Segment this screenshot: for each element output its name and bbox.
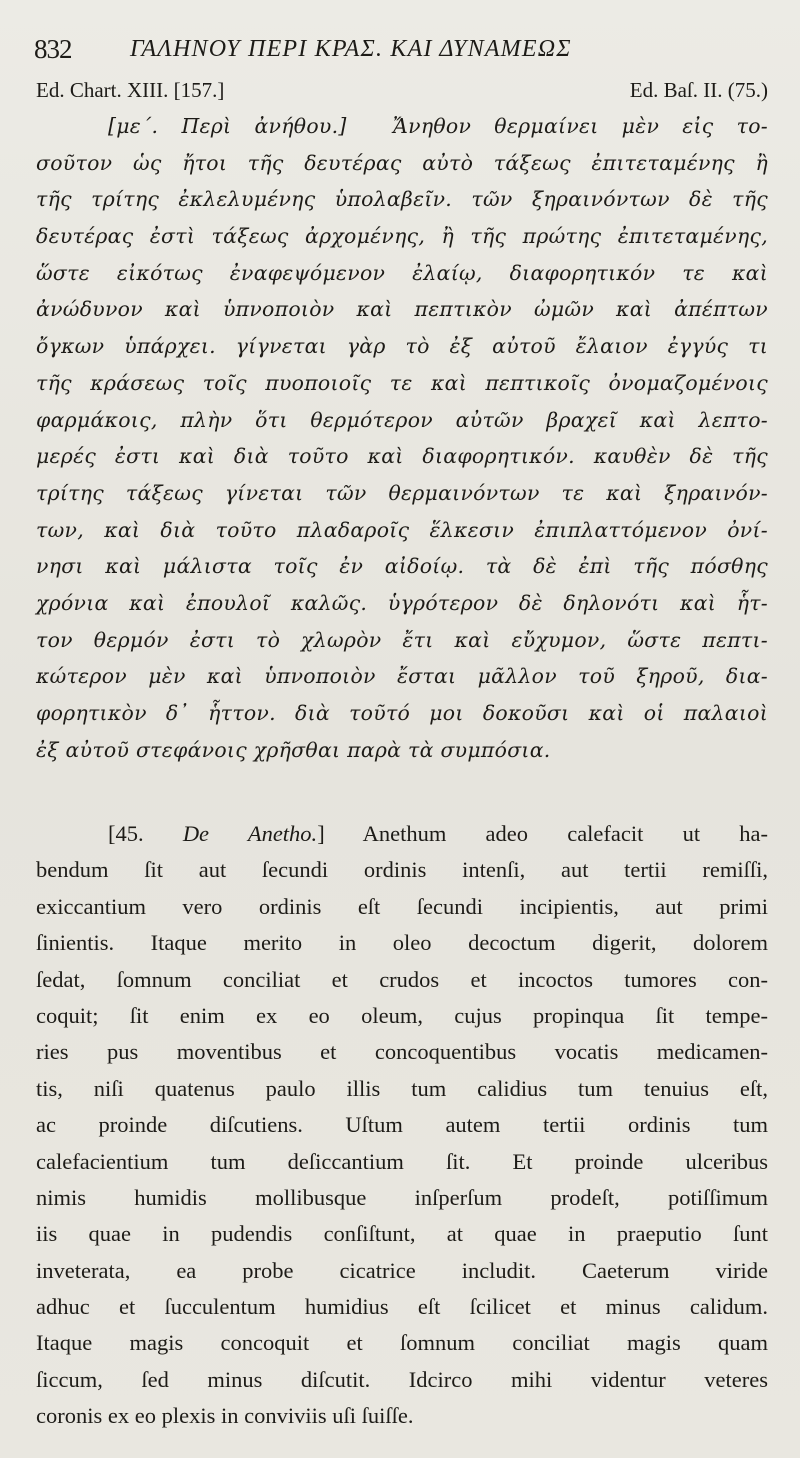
greek-line: νησι καὶ μάλιστα τοῖς ἐν αἰδοίῳ. τὰ δὲ ἐπὶ τῆς πόσθης: [36, 554, 768, 579]
greek-line: τῆς τρίτης ἐκλελυμένης ὑπολαβεῖν. τῶν ξηραινόντων δὲ τῆς: [36, 187, 768, 212]
greek-line: τρίτης τάξεως γίνεται τῶν θερμαινόντων τε καὶ ξηραινόν-: [36, 480, 768, 505]
greek-line: δευτέρας ἐστὶ τάξεως ἀρχομένης, ἢ τῆς πρώτης ἐπιτεταμένης,: [36, 224, 768, 249]
latin-heading-close: ]: [317, 821, 325, 846]
latin-line: ſinientis. Itaque merito in oleo decoctum digerit, dolorem: [36, 930, 768, 956]
latin-line: tis, niſi quatenus paulo illis tum calidius tum tenuius eſt,: [36, 1075, 768, 1101]
greek-line: τον θερμόν ἐστι τὸ χλωρὸν ἔτι καὶ εὔχυμον, ὥστε πεπτι-: [36, 627, 768, 652]
greek-line: φαρμάκοις, πλὴν ὅτι θερμότερον αὐτῶν βραχεῖ καὶ λεπτο-: [36, 407, 768, 432]
latin-line: bendum ſit aut ſecundi ordinis intenſi, aut tertii remiſſi,: [36, 857, 768, 883]
greek-line: [36, 108, 768, 145]
greek-line: μερές ἐστι καὶ διὰ τοῦτο καὶ διαφορητικόν. καυθὲν δὲ τῆς: [36, 444, 768, 469]
latin-line: Itaque magis concoquit et ſomnum conciliat magis quam: [36, 1330, 768, 1356]
greek-line: ἀνώδυνον καὶ ὑπνοποιὸν καὶ πεπτικὸν ὠμῶν καὶ ἀπέπτων: [36, 297, 768, 322]
latin-section-heading: De Anetho.: [182, 821, 318, 846]
greek-line: κώτερον μὲν καὶ ὑπνοποιὸν ἔσται μᾶλλον τοῦ ξηροῦ, δια-: [36, 664, 768, 689]
latin-text: [36, 816, 768, 1435]
latin-line: calefacientium tum deſiccantium ſit. Et proinde ulceribus: [36, 1148, 768, 1174]
latin-line: ries pus moventibus et concoquentibus vocatis medicamen-: [36, 1039, 768, 1065]
latin-line: nimis humidis mollibusque inſperſum prodeſt, potiſſimum: [36, 1184, 768, 1210]
greek-line: χρόνια καὶ ἐπουλοῖ καλῶς. ὑγρότερον δὲ δηλονότι καὶ ἧτ-: [36, 590, 768, 615]
page-number: 832: [34, 34, 72, 64]
latin-line: [36, 816, 768, 852]
running-title: ΓΑΛΗΝΟΥ ΠΕΡΙ ΚΡΑΣ. ΚΑΙ ΔΥΝΑΜΕΩΣ: [130, 36, 572, 62]
greek-line: τῆς κράσεως τοῖς πυοποιοῖς τε καὶ πεπτικοῖς ὀνομαζομένοις: [36, 370, 768, 395]
latin-line: exiccantium vero ordinis eſt ſecundi incipientis, aut primi: [36, 893, 768, 919]
latin-line: ac proinde diſcutiens. Uſtum autem tertii ordinis tum: [36, 1112, 768, 1138]
latin-line: iis quae in pudendis conſiſtunt, at quae in praeputio ſunt: [36, 1221, 768, 1247]
greek-line: ὥστε εἰκότως ἐναφεψόμενον ἐλαίῳ, διαφορητικόν τε καὶ: [36, 260, 768, 285]
edition-basel: Ed. Baſ. II. (75.): [629, 78, 768, 102]
greek-line: ὄγκων ὑπάρχει. γίγνεται γὰρ τὸ ἐξ αὐτοῦ ἔλαιον ἐγγύς τι: [36, 334, 768, 359]
greek-line: των, καὶ διὰ τοῦτο πλαδαροῖς ἕλκεσιν ἐπιπλαττόμενον ὀνί-: [36, 517, 768, 542]
greek-line: φορητικὸν δ᾽ ἧττον. διὰ τοῦτό μοι δοκοῦσι καὶ οἱ παλαιοὶ: [36, 701, 768, 725]
latin-line: inveterata, ea probe cicatrice includit. Caeterum viride: [36, 1257, 768, 1283]
latin-line: ſedat, ſomnum conciliat et crudos et incoctos tumores con-: [36, 966, 768, 992]
running-head: [34, 34, 774, 64]
edition-chartier: Ed. Chart. XIII. [157.]: [36, 78, 225, 102]
greek-section-heading: [με΄. Περὶ ἀνήθου.]: [108, 114, 347, 138]
greek-line-text: Ἄνηθον θερμαίνει μὲν εἰς το-: [392, 114, 768, 138]
latin-line: coronis ex eo plexis in conviviis uſi ſuiſſe.: [36, 1403, 414, 1429]
latin-line: adhuc et ſucculentum humidius eſt ſcilicet et minus calidum.: [36, 1294, 768, 1320]
greek-line: ἐξ αὐτοῦ στεφάνοις χρῆσθαι παρὰ τὰ συμπόσια.: [36, 737, 551, 762]
greek-text: [36, 108, 768, 768]
latin-line: coquit; ſit enim ex eo oleum, cujus propinqua ſit tempe-: [36, 1002, 768, 1028]
greek-line: σοῦτον ὡς ἤτοι τῆς δευτέρας αὐτὸ τάξεως ἐπιτεταμένης ἢ: [36, 150, 768, 175]
latin-line: ſiccum, ſed minus diſcutit. Idcirco mihi videntur veteres: [36, 1366, 768, 1392]
latin-line-text: Anethum adeo calefacit ut ha-: [324, 821, 768, 846]
latin-heading-open: [45.: [108, 821, 183, 846]
